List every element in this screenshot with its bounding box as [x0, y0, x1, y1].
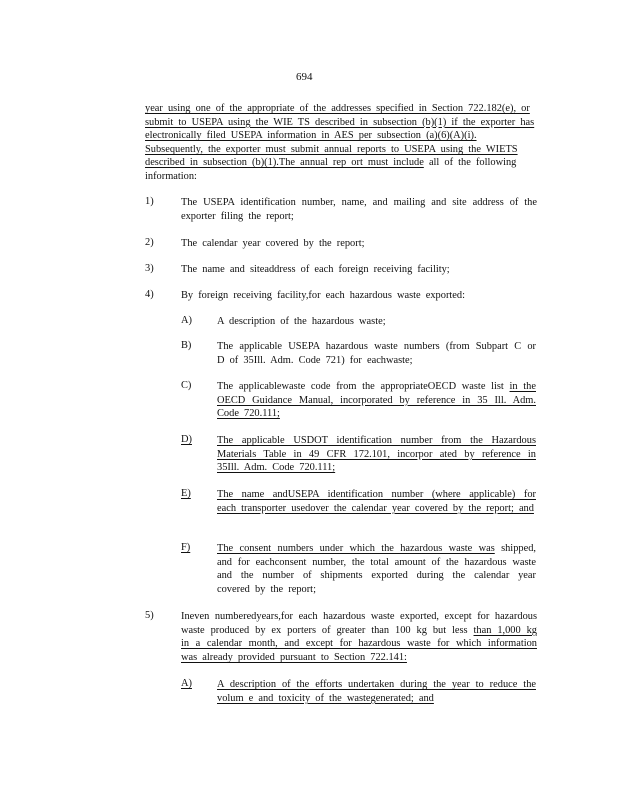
sub-item-text	[217, 542, 536, 596]
sub-item-label: E)	[181, 488, 191, 499]
sub-item-label: B)	[181, 340, 192, 351]
list-item-text: The calendar year covered by the report;	[181, 238, 365, 249]
list-item-label: 4)	[145, 289, 154, 300]
list-item-label: 3)	[145, 263, 154, 274]
sub-item-text: The applicable USDOT identification number from the Hazardous Materials Table in 49 CFR 172.101, incorpor ated by reference in 35Ill. Adm. Code 720.111;	[217, 435, 536, 474]
intro-paragraph	[145, 102, 538, 184]
sub-item-text-underlined: in the OECD Guidance Manual, incorporated by reference in 35 Ill. Adm. Code 720.111;	[217, 381, 536, 420]
sub-item-text-plain: The applicablewaste code from the appropriateOECD waste list	[217, 381, 510, 392]
sub-item-label: F)	[181, 542, 191, 553]
list-item-label: 2)	[145, 237, 154, 248]
sub-item-text-underlined: The consent numbers under which the hazardous waste was	[217, 543, 495, 554]
sub-item-label: A)	[181, 678, 192, 689]
sub-item-label: C)	[181, 380, 192, 391]
list-item-label: 1)	[145, 196, 154, 207]
sub-item-label: D)	[181, 434, 192, 445]
sub-item-text: A description of the efforts undertaken during the year to reduce the volum e and toxicity of the wastegenerated; and	[217, 679, 536, 704]
list-item-text: The USEPA identification number, name, and mailing and site address of the exporter filing the report;	[181, 197, 537, 222]
list-item-label: 5)	[145, 610, 154, 621]
sub-item-label: A)	[181, 315, 192, 326]
list-item-text-underlined: than 1,000 kg in a calendar month, and except for hazardous waste for which information was already provided pursuant to Section 722.141:	[181, 624, 537, 663]
intro-underlined-text: year using one of the appropriate of the addresses specified in Section 722.182(e), or submit to USEPA using the WIE TS described in subsection (b)(1) if the exporter has electronically filed USEPA information in AES per subsection (a)(6)(A)(i). Subsequently, the exporter must submit annual reports to USEPA using the WIETS described in subsection (b)(1).The annual rep ort must include	[145, 103, 535, 169]
list-item-text: By foreign receiving facility,for each hazardous waste exported:	[181, 290, 465, 301]
sub-item-text: The name andUSEPA identification number (where applicable) for each transporter usedover the calendar year covered by the report; and	[217, 489, 536, 514]
sub-item-text: A description of the hazardous waste;	[217, 316, 386, 327]
list-item-text-plain: Ineven numberedyears,for each hazardous waste exported, except for hazardous waste produced by ex porters of greater than 100 kg but less	[181, 611, 537, 636]
page-number: 694	[296, 71, 313, 83]
sub-item-text	[217, 380, 536, 421]
list-item-text	[181, 610, 537, 664]
sub-item-text-plain: shipped, and for eachconsent number, the total amount of the hazardous waste and the number of shipments exported during the calendar year covered by the report;	[217, 543, 536, 595]
sub-item-text: The applicable USEPA hazardous waste numbers (from Subpart C or D of 35Ill. Adm. Code 721) for eachwaste;	[217, 341, 536, 366]
list-item-text: The name and siteaddress of each foreign receiving facility;	[181, 264, 450, 275]
intro-plain-text: all of the following information:	[145, 157, 517, 182]
